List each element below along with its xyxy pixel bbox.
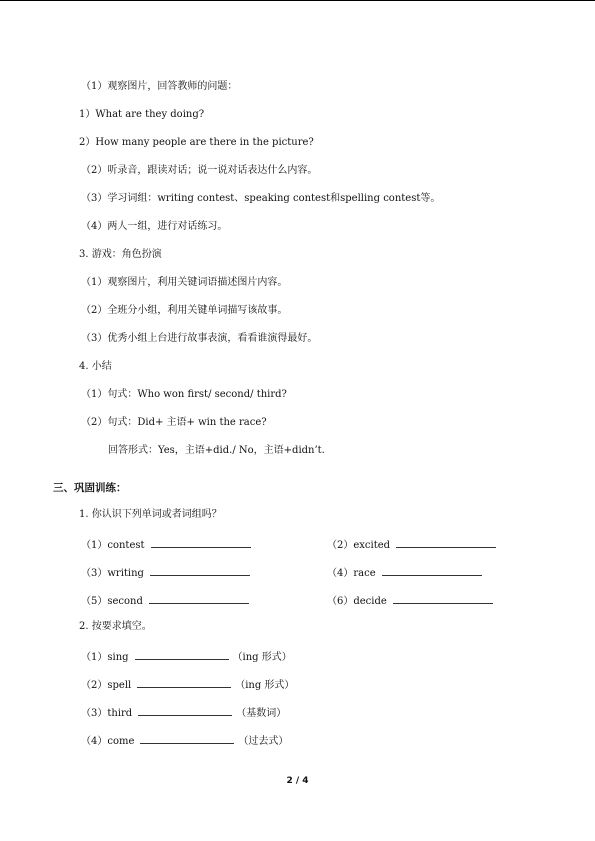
game-heading: 3. 游戏：角色扮演 xyxy=(79,249,162,260)
fill-word: （4）come xyxy=(81,736,135,747)
vocab-item xyxy=(81,564,250,581)
fill-item xyxy=(81,648,292,665)
game-step-3: （3）优秀小组上台进行故事表演，看看谁演得最好。 xyxy=(81,333,318,344)
answer-blank[interactable] xyxy=(151,536,251,548)
vocab-item xyxy=(81,536,251,553)
page-number: 2 / 4 xyxy=(286,776,309,786)
question-what-doing: 1）What are they doing? xyxy=(79,109,205,120)
step-listen: （2）听录音，跟读对话；说一说对话表达什么内容。 xyxy=(81,165,318,176)
step-phrases: （3）学习词组：writing contest、speaking contest和spelling contest等。 xyxy=(81,193,441,204)
summary-sentence-1: （1）句式：Who won first/ second/ third? xyxy=(81,389,287,400)
answer-blank[interactable] xyxy=(149,592,249,604)
question-how-many: 2）How many people are there in the picture? xyxy=(79,137,314,148)
fill-item xyxy=(81,704,286,721)
vocab-word: （3）writing xyxy=(81,568,144,579)
vocab-word: （4）race xyxy=(327,568,376,579)
question-1: 1. 你认识下列单词或者词组吗？ xyxy=(79,509,222,520)
vocab-item xyxy=(327,592,493,609)
fill-word: （2）spell xyxy=(81,680,132,691)
fill-word: （3）third xyxy=(81,708,133,719)
game-step-1: （1）观察图片，利用关键词语描述图片内容。 xyxy=(81,277,288,288)
vocab-word: （6）decide xyxy=(327,596,387,607)
vocab-word: （5）second xyxy=(81,596,143,607)
fill-word: （1）sing xyxy=(81,652,129,663)
fill-hint: （ing 形式） xyxy=(232,652,292,663)
step-pair-practice: （4）两人一组，进行对话练习。 xyxy=(81,221,228,232)
answer-blank[interactable] xyxy=(393,592,493,604)
section-title: 三、巩固训练： xyxy=(53,482,127,494)
game-step-2: （2）全班分小组，利用关键单词描写该故事。 xyxy=(81,305,288,316)
answer-blank[interactable] xyxy=(135,648,229,660)
fill-item xyxy=(81,676,294,693)
answer-form: 回答形式：Yes，主语+did./ No，主语+didn’t. xyxy=(108,445,325,456)
answer-blank[interactable] xyxy=(138,704,232,716)
answer-blank[interactable] xyxy=(150,564,250,576)
vocab-item xyxy=(327,564,482,581)
vocab-word: （1）contest xyxy=(81,540,145,551)
answer-blank[interactable] xyxy=(137,676,231,688)
step-observe-picture: （1）观察图片，回答教师的问题： xyxy=(81,81,238,92)
fill-hint: （过去式） xyxy=(238,736,289,747)
fill-item xyxy=(81,732,288,749)
vocab-item xyxy=(81,592,249,609)
summary-sentence-2: （2）句式：Did+ 主语+ win the race? xyxy=(81,417,267,428)
vocab-word: （2）excited xyxy=(327,540,391,551)
question-2: 2. 按要求填空。 xyxy=(79,621,152,632)
fill-hint: （基数词） xyxy=(236,708,287,719)
header-rule xyxy=(0,0,595,1)
summary-heading: 4. 小结 xyxy=(79,361,112,372)
vocab-item xyxy=(327,536,496,553)
answer-blank[interactable] xyxy=(140,732,234,744)
fill-hint: （ing 形式） xyxy=(235,680,295,691)
answer-blank[interactable] xyxy=(396,536,496,548)
answer-blank[interactable] xyxy=(382,564,482,576)
